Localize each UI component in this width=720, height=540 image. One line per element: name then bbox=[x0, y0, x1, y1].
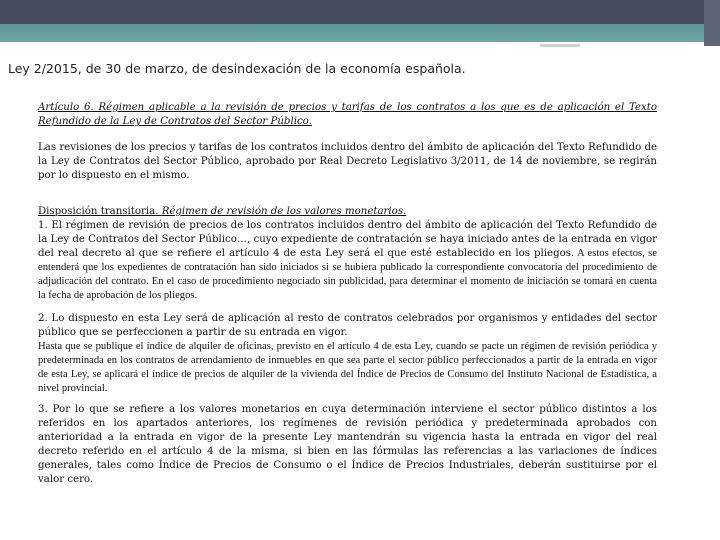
article-6-body: Las revisiones de los precios y tarifas de los contratos incluidos dentro del ámbito de aplicación del Texto Refundido de la Ley de Contratos del Sector Público, aprobado por Real Decreto Legislativo 3/2011, de 14 de noviembre, se regirán por lo dispuesto en el mismo. bbox=[38, 142, 657, 181]
article-6-heading: Artículo 6. Régimen aplicable a la revisión de precios y tarifas de los contratos a los que es de aplicación el Texto Refundido de la Ley de Contratos del Sector Público. bbox=[38, 102, 657, 127]
transitional-heading-prefix: Disposición transitoria. bbox=[38, 206, 162, 217]
transitional-heading bbox=[38, 205, 657, 219]
header-band bbox=[0, 0, 704, 24]
header-corner-block bbox=[704, 0, 720, 46]
transitional-item-2: 2. Lo dispuesto en esta Ley será de aplicación al resto de contratos celebrados por organismos y entidades del sector público que se perfeccionen a partir de su entrada en vigor. bbox=[38, 313, 657, 338]
law-text bbox=[38, 101, 657, 487]
transitional-heading-title: Régimen de revisión de los valores monetarios. bbox=[161, 206, 407, 217]
transitional-item-2-detail: Hasta que se publique el índice de alquiler de oficinas, previsto en el artículo 4 de esta Ley, cuando se pacte un régimen de revisión periódica y predeterminada en los contratos de arrendamiento de inmuebles en que sea parte el sector público perfeccionados a partir de la entrada en vigor de esta Ley, se aplicará el índice de precios de alquiler de la vivienda del Índice de Precios de Consumo del Instituto Nacional de Estadística, a nivel provincial. bbox=[38, 341, 657, 394]
accent-underline bbox=[540, 44, 580, 47]
transitional-item-3: 3. Por lo que se refiere a los valores monetarios en cuya determinación interviene el sector público distintos a los referidos en los apartados anteriores, los regímenes de revisión periódica y predeterminada aprobados con anterioridad a la entrada en vigor de la presente Ley mantendrán su vigencia hasta la entrada en vigor del real decreto referido en el artículo 4 de la misma, si bien en las fórmulas las referencias a las variaciones de índices generales, tales como Índice de Precios de Consumo o el Índice de Precios Industriales, deberán sustituirse por el valor cero. bbox=[38, 404, 657, 485]
transitional-item-1 bbox=[38, 219, 657, 303]
slide-title: Ley 2/2015, de 30 de marzo, de desindexación de la economía española. bbox=[8, 61, 466, 76]
transitional-item-1-text: 1. El régimen de revisión de precios de los contratos incluidos dentro del ámbito de aplicación del Texto Refundido de la Ley de Contratos del Sector Público…, cuyo expediente de contratación se haya iniciado antes de la entrada en vigor del real decreto al que se refiere el artículo 4 de esta Ley será el que esté establecido en los pliegos. bbox=[38, 220, 657, 259]
transitional-item-1-detail: A estos efectos, se entenderá que los expedientes de contratación han sido iniciados si se hubiera publicado la correspondiente convocatoria del procedimiento de adjudicación del contrato. En el caso de procedimiento negociado sin publicidad, para determinar el momento de iniciación se tomará en cuenta la fecha de aprobación de los pliegos. bbox=[38, 248, 657, 301]
header-accent-band bbox=[0, 24, 704, 42]
